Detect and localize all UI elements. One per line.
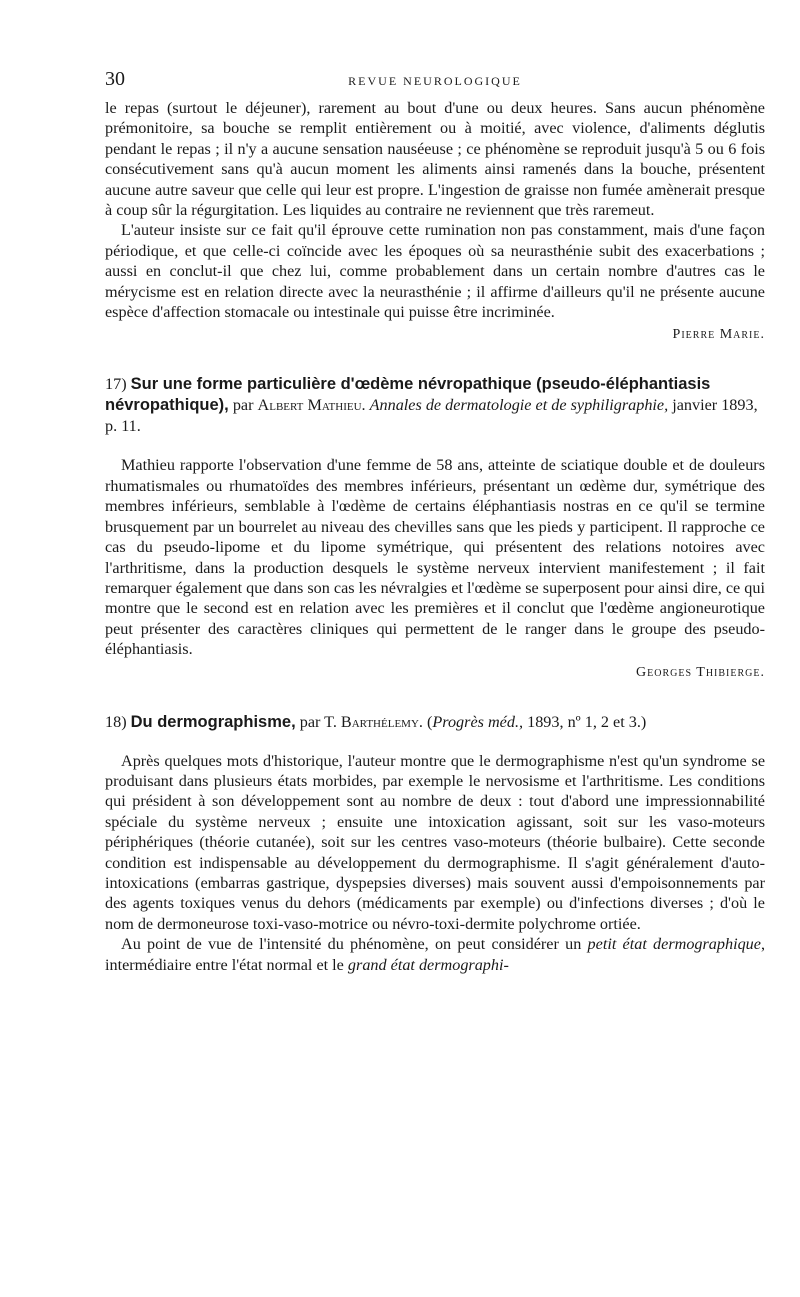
section-gap — [105, 346, 765, 374]
entry-18-source-open: ( — [426, 712, 433, 731]
entry-17-by: par — [232, 396, 254, 415]
entry-17-source: Annales de dermatologie et de syphiligraphie, — [369, 396, 669, 415]
section-gap — [105, 684, 765, 712]
entry-17-heading — [105, 374, 765, 437]
entry-17-date: janvier 1893, p. 11. — [105, 396, 758, 436]
journal-title: REVUE NEUROLOGIQUE — [348, 74, 522, 88]
prev-entry-signature: Pierre Marie. — [672, 327, 765, 343]
entry-17-number: 17) — [105, 375, 127, 394]
entry-18-title: Du dermographisme, — [130, 712, 296, 731]
entry-18-number: 18) — [105, 712, 127, 731]
entry-17-paragraph: Mathieu rapporte l'observation d'une femme de 58 ans, atteinte de sciatique double et de douleurs rhumatismales ou rhumatoïdes des membres inférieurs, présentant un œdème dur, symétrique des membres inférieurs, semblable à l'œdème de certains éléphantiasis nostras en ce qu'il se termine brusquement par un bourrelet au niveau des chevilles sans que les pieds y participent. Il rapproche ce cas du pseudo-lipome et du lipome symétrique, qui présentent des relations notoires avec l'arthritisme, dans la production desquels le système nerveux intervient manifestement ; il fait remarquer également que dans son cas les névralgies et l'œdème se superposent pour ainsi dire, ce qui montre que le second est en relation avec les premières et il conclut que l'œdème angioneurotique peut présenter des caractères cliniques qui permettent de le ranger dans le groupe des pseudo-éléphantiasis. — [105, 456, 765, 659]
page-number: 30 — [105, 68, 125, 90]
entry-18-source: Progrès méd., — [432, 712, 524, 731]
entry-17-signature: Georges Thibierge. — [636, 664, 765, 680]
entry-18-paragraph-1: Après quelques mots d'historique, l'auteur montre que le dermographisme n'est qu'un syndrome se produisant dans plusieurs états morbides, par exemple le nervosisme et l'arthritisme. Les conditions qui président à son développement sont au nombre de deux : tout d'abord une impressionnabilité spéciale du système nerveux ; ensuite une intoxication agissant, soit sur les vaso-moteurs périphériques (théorie cutanée), soit sur les centres vaso-moteurs (théorie bulbaire). Cette seconde condition est indispensable au développement du dermographisme. Il s'agit généralement d'auto-intoxications (embarras gastrique, dyspepsies diverses) mais souvent aussi d'empoisonnements par des agents toxiques venus du dehors (médicaments par exemple) ou d'infections diverses ; d'où le nom de dermoneurose toxi-vaso-motrice ou névro-toxi-dermite polychrome ortiée. — [105, 751, 765, 933]
heading-gap — [105, 733, 765, 751]
entry-18-paragraph-2-text-a: Au point de vue de l'intensité du phénomène, on peut considérer un — [121, 935, 582, 954]
entry-18-paragraph-2 — [105, 934, 765, 975]
heading-gap — [105, 437, 765, 455]
page — [105, 68, 765, 975]
entry-18-paragraph-2-em-1: petit état dermographique — [587, 935, 761, 954]
prev-entry-paragraph-1: le repas (surtout le déjeuner), rarement au bout d'une ou deux heures. Sans aucun phénomène prémonitoire, sa bouche se remplit entièrement ou à moitié, avec violence, d'aliments déglutis pendant le repas ; il n'y a aucune sensation nauséeuse ; ce phénomène se reproduit jusqu'à 5 ou 6 fois consécutivement sans qu'à aucun moment les aliments ainsi ramenés dans la bouche, présentent aucune autre saveur que celle qui leur est propre. L'ingestion de graisse non fumée amènerait presque à coup sûr la régurgitation. Les liquides au contraire ne reviennent que très raremeut. — [105, 99, 765, 220]
entry-18-paragraph-2-em-2: grand état dermographi- — [347, 955, 509, 974]
entry-18-paragraph-2-text-b: , intermédiaire entre l'état normal et le — [105, 935, 766, 974]
entry-18-by: par T. — [299, 712, 337, 731]
prev-entry-paragraph-2: L'auteur insiste sur ce fait qu'il éprouve cette rumination non pas constamment, mais d'une façon périodique, et que celle-ci coïncide avec les époques où sa neurasthénie subit des exacerbations ; aussi en conclut-il que chez lui, comme probablement dans un certain nombre d'autres cas le mérycisme est en relation directe avec la neurasthénie ; il affirme d'ailleurs qu'il ne présente aucune espèce d'affection stomacale ou intestinale qui puisse être incriminée. — [105, 221, 765, 322]
entry-17-title: Sur une forme particulière d'œdème névropathique (pseudo-éléphantiasis névropathique), — [105, 375, 711, 415]
entry-17-author: Albert Mathieu. — [257, 396, 366, 415]
entry-18-heading — [105, 712, 765, 733]
entry-18-author: Barthélemy. — [340, 712, 423, 731]
entry-18-date: 1893, nº 1, 2 et 3.) — [527, 712, 647, 731]
running-head — [105, 68, 765, 98]
